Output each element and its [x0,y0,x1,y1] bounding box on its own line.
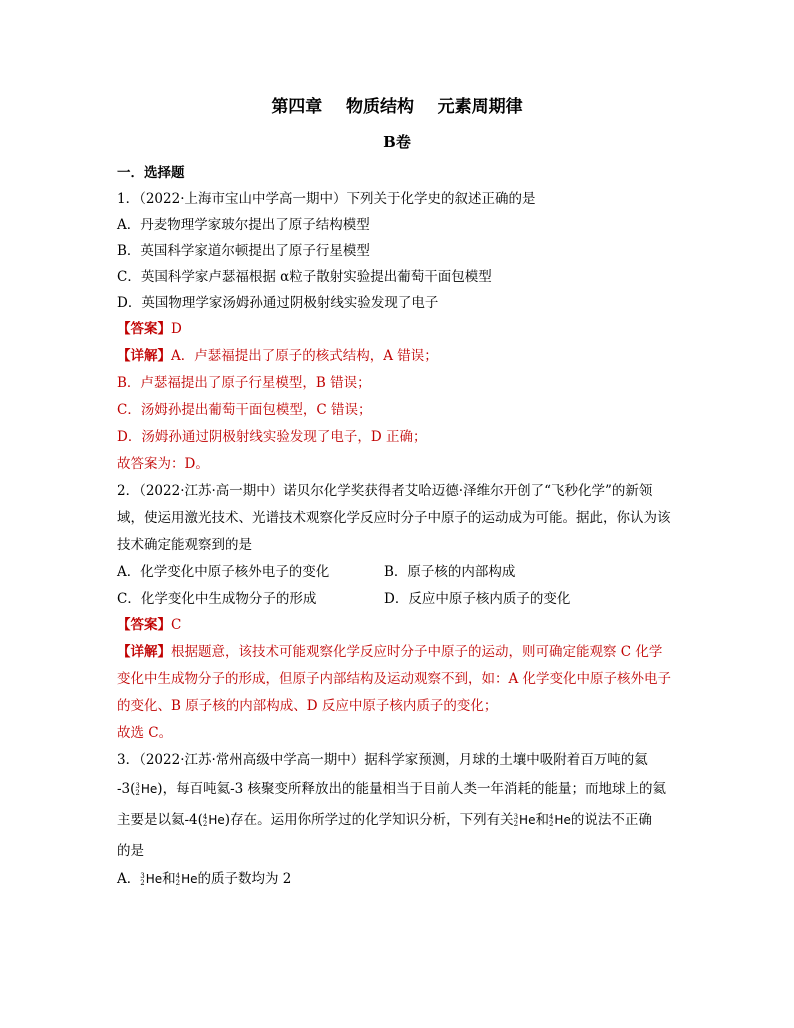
q3-stem-line: -3( 3 2 He)，每百吨氦-3 核聚变所释放出的能量相当于目前人类一年消耗的能量；而地球上的氦 [117,781,667,797]
q1-option-b: B．英国科学家道尔顿提出了原子行星模型 [117,243,370,259]
q3-option-a: A． 3 2 He和 4 2 He的质子数均为 2 [117,871,292,887]
answer-label: 【答案】 [117,321,171,337]
chapter-title: 第四章 物质结构 元素周期律 [271,97,523,117]
detail-label: 【详解】 [117,644,171,660]
q1-answer [117,320,182,338]
q2-detail-line: 变化中生成物分子的形成，但原子内部结构及运动观察不到，如：A 化学变化中原子核外电子 [117,671,672,687]
answer-value: D [171,321,182,337]
helium-3-nuclide: 3 2 He [513,812,536,828]
q1-option-d: D．英国物理学家汤姆孙通过阴极射线实验发现了电子 [117,295,439,311]
detail-label: 【详解】 [117,348,171,364]
detail-text: 根据题意，该技术可能观察化学反应时分子中原子的运动，则可确定能观察 C 化学 [171,644,663,660]
q2-option-d: D．反应中原子核内质子的变化 [384,591,571,607]
q2-stem-line: 域，使运用激光技术、光谱技术观察化学反应时分子中原子的运动成为可能。据此，你认为该 [117,510,671,526]
q2-stem-line: 技术确定能观察到的是 [117,537,252,553]
q1-stem: 1．（2022·上海市宝山中学高一期中）下列关于化学史的叙述正确的是 [117,191,536,207]
volume-subtitle: B卷 [383,133,411,151]
q1-detail-line [117,347,438,365]
helium-4-nuclide: 4 2 He [175,871,198,887]
q2-answer [117,616,181,634]
q2-stem-line: 2．（2022·江苏·高一期中）诺贝尔化学奖获得者艾哈迈德·泽维尔开创了“飞秒化学”的新领 [117,483,653,499]
q2-option-b: B．原子核的内部构成 [384,564,516,580]
helium-4-nuclide: 4 2 He [202,812,225,828]
q1-option-a: A．丹麦物理学家玻尔提出了原子结构模型 [117,217,370,233]
helium-4-nuclide: 4 2 He [548,812,571,828]
helium-3-nuclide: 3 2 He [140,871,163,887]
answer-value: C [171,617,182,633]
q2-conclusion: 故选 C。 [117,725,173,741]
q3-stem-line: 的是 [117,843,144,859]
detail-text: A．卢瑟福提出了原子的核式结构，A 错误； [171,348,438,364]
q1-detail-line: B．卢瑟福提出了原子行星模型，B 错误； [117,375,371,391]
q1-detail-line: C．汤姆孙提出葡萄干面包模型，C 错误； [117,402,372,418]
answer-label: 【答案】 [117,617,171,633]
q2-option-a: A．化学变化中原子核外电子的变化 [117,564,330,580]
helium-3-nuclide: 3 2 He [135,781,158,797]
q3-stem-line: 3．（2022·江苏·常州高级中学高一期中）据科学家预测，月球的土壤中吸附着百万吨的氦 [117,752,648,768]
q1-option-c: C．英国科学家卢瑟福根据 α粒子散射实验提出葡萄干面包模型 [117,269,492,285]
q2-option-c: C．化学变化中生成物分子的形成 [117,591,317,607]
q1-conclusion: 故答案为：D。 [117,456,209,472]
q2-detail-line [117,643,662,661]
q3-stem-line: 主要是以氦-4( 4 2 He)存在。运用你所学过的化学知识分析，下列有关 3 2 He和 4 2 He的说法不正确 [117,812,652,828]
q2-detail-line: 的变化、B 原子核的内部构成、D 反应中原子核内质子的变化； [117,698,498,714]
section-heading: 一．选择题 [117,165,185,181]
q1-detail-line: D．汤姆孙通过阴极射线实验发现了电子，D 正确； [117,429,427,445]
